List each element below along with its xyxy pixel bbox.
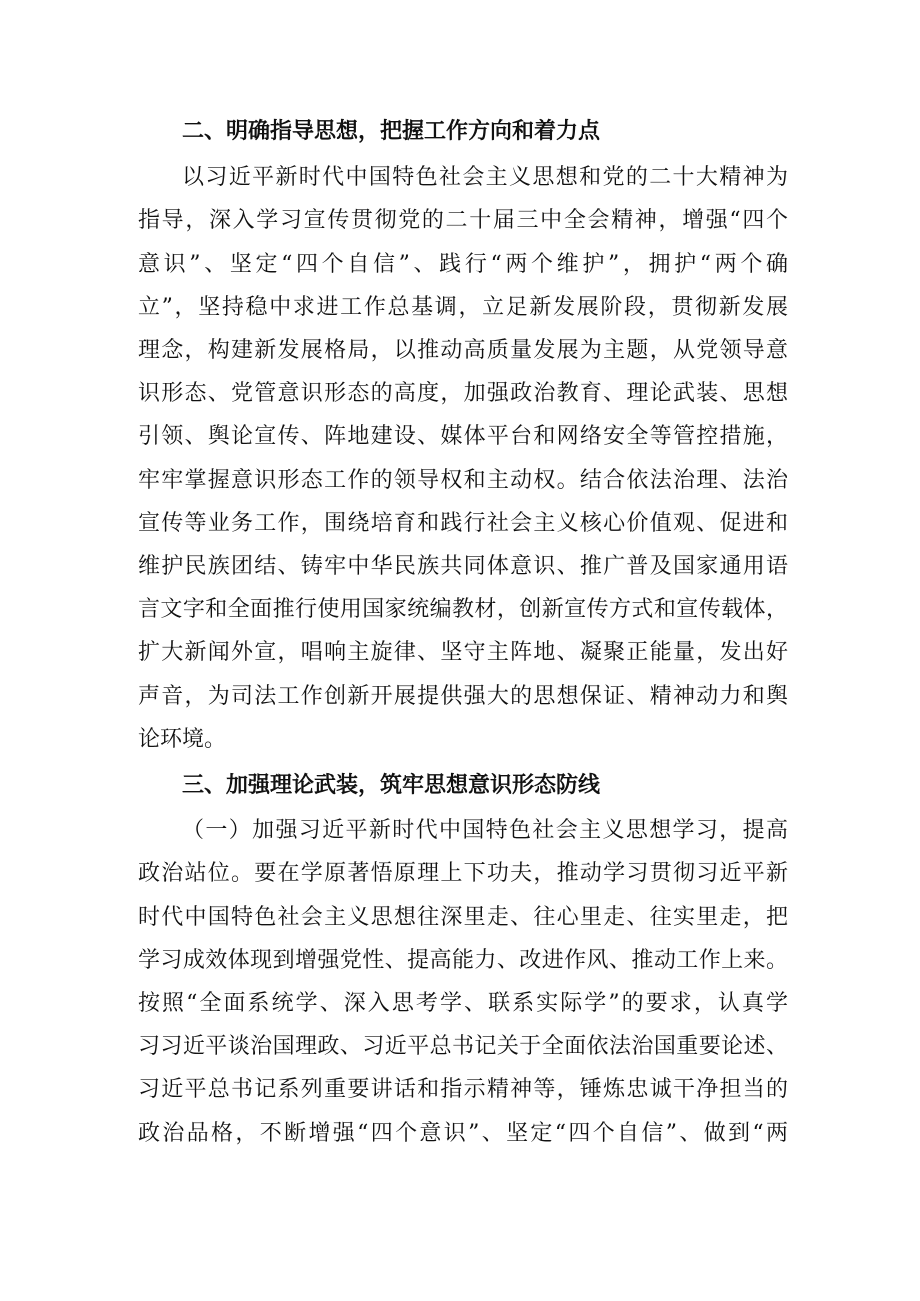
paragraph-line: 政治站位。要在学原著悟原理上下功夫，推动学习贯彻习近平新 [138,861,788,886]
paragraph-line: 以习近平新时代中国特色社会主义思想和党的二十大精神为 [182,165,788,190]
paragraph-line: 牢牢掌握意识形态工作的领导权和主动权。结合依法治理、法治 [138,468,788,493]
paragraph-line: 意识”、坚定“四个自信”、践行“两个维护”，拥护“两个确 [138,252,788,277]
paragraph-line: 声音，为司法工作创新开展提供强大的思想保证、精神动力和舆 [138,684,788,709]
paragraph-line: 扩大新闻外宣，唱响主旋律、坚守主阵地、凝聚正能量，发出好 [138,640,788,665]
paragraph-line: 维护民族团结、铸牢中华民族共同体意识、推广普及国家通用语 [138,554,788,579]
paragraph-line: 学习成效体现到增强党性、提高能力、改进作风、推动工作上来。 [138,948,788,973]
paragraph-line: 指导，深入学习宣传贯彻党的二十届三中全会精神，增强“四个 [138,208,788,233]
section-heading-3: 三、加强理论武装，筑牢思想意识形态防线 [182,773,601,798]
paragraph-line: 习习近平谈治国理政、习近平总书记关于全面依法治国重要论述、 [138,1034,788,1059]
section-heading-2: 二、明确指导思想，把握工作方向和着力点 [182,119,601,144]
paragraph-line: 按照“全面系统学、深入思考学、联系实际学”的要求，认真学 [138,991,788,1016]
paragraph-line: 言文字和全面推行使用国家统编教材，创新宣传方式和宣传载体， [138,597,788,622]
paragraph-line: 宣传等业务工作，围绕培育和践行社会主义核心价值观、促进和 [138,511,788,536]
paragraph-line: 立”，坚持稳中求进工作总基调，立足新发展阶段，贯彻新发展 [138,295,788,320]
paragraph-line: 时代中国特色社会主义思想往深里走、往心里走、往实里走，把 [138,905,788,930]
paragraph-line: 习近平总书记系列重要讲话和指示精神等，锤炼忠诚干净担当的 [138,1077,788,1102]
paragraph-line: 识形态、党管意识形态的高度，加强政治教育、理论武装、思想 [138,381,788,406]
paragraph-line: （一）加强习近平新时代中国特色社会主义思想学习，提高 [182,818,788,843]
paragraph-line: 论环境。 [138,727,227,752]
paragraph-line: 政治品格，不断增强“四个意识”、坚定“四个自信”、做到“两 [138,1121,788,1146]
paragraph-line: 理念，构建新发展格局，以推动高质量发展为主题，从党领导意 [138,338,788,363]
paragraph-line: 引领、舆论宣传、阵地建设、媒体平台和网络安全等管控措施， [138,424,788,449]
